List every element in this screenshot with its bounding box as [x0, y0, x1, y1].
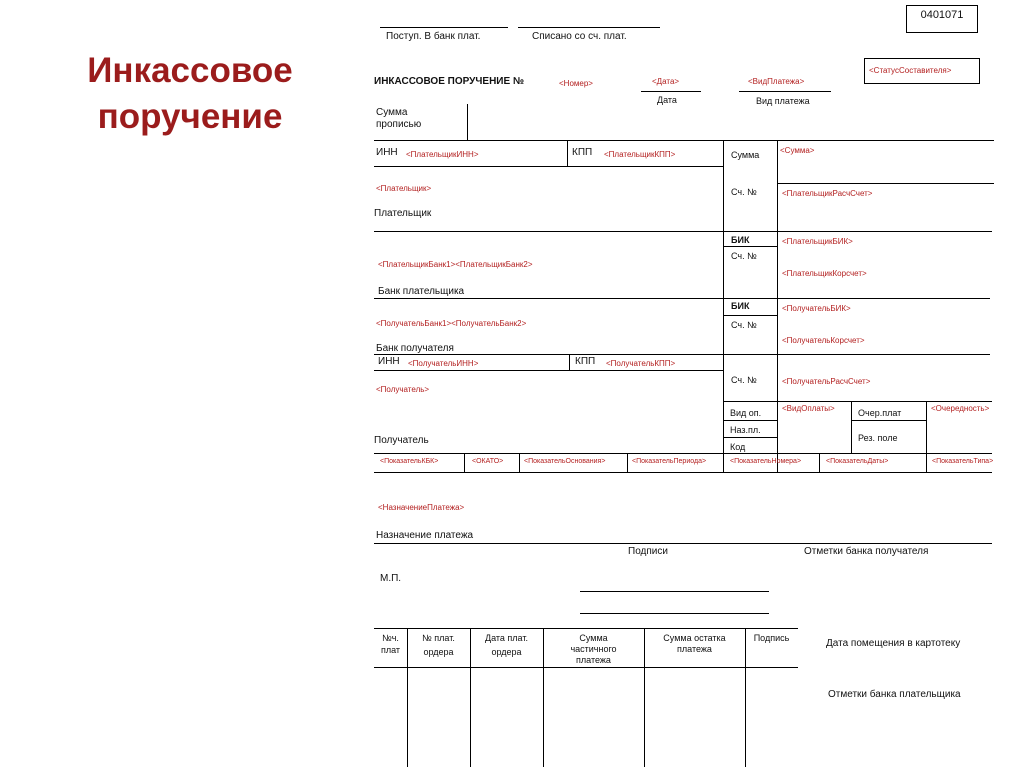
vid-op-label: Вид оп.: [730, 408, 762, 418]
payer-inn-label: ИНН: [376, 147, 398, 158]
indicator-tip: <ПоказательТипа>: [932, 458, 994, 465]
form-code: 0401071: [920, 9, 964, 21]
payment-kind-field: <ВидПлатежа>: [748, 77, 805, 86]
recipient-bik-field: <ПолучательБИК>: [782, 304, 851, 313]
th-order-date-l1: Дата плат.: [485, 633, 528, 643]
spisano-label: Списано со сч. плат.: [532, 31, 627, 42]
th-partial-sum-l2: частичного: [570, 644, 617, 654]
date-field: <Дата>: [652, 77, 680, 86]
recipient-name-label: Получатель: [374, 435, 429, 446]
recipient-inn-label: ИНН: [378, 356, 400, 367]
payer-inn-field: <ПлательщикИНН>: [406, 150, 479, 159]
indicator-osnovanie: <ПоказательОснования>: [524, 458, 606, 465]
amount-words-label-2: прописью: [376, 119, 422, 130]
amount-words-label-1: Сумма: [376, 107, 408, 118]
recipient-name-field: <Получатель>: [376, 385, 430, 394]
payment-kind-label: Вид платежа: [756, 96, 810, 106]
th-order-no-l2: ордера: [423, 647, 454, 657]
payer-kpp-label: КПП: [572, 147, 593, 158]
form-title: ИНКАССОВОЕ ПОРУЧЕНИЕ №: [374, 76, 525, 87]
recipient-kpp-label: КПП: [575, 356, 596, 367]
payer-account-label: Сч. №: [731, 187, 757, 197]
payer-account-field: <ПлательщикРасчСчет>: [782, 189, 873, 198]
purpose-field: <НазначениеПлатежа>: [378, 503, 465, 512]
indicator-okato: <ОКАТО>: [472, 458, 504, 465]
payer-corr-field: <ПлательщикКорсчет>: [782, 269, 867, 278]
payer-name-field: <Плательщик>: [376, 184, 432, 193]
th-partial-sum-l1: Сумма: [579, 633, 608, 643]
slide-title-line1: Инкассовое: [87, 51, 293, 90]
rez-pole-label: Рез. поле: [858, 433, 898, 443]
payer-bik-field: <ПлательщикБИК>: [782, 237, 853, 246]
slide-title-line2: поручение: [97, 97, 283, 136]
payer-bank-marks-label: Отметки банка плательщика: [828, 689, 961, 700]
sum-label: Сумма: [731, 150, 760, 160]
recipient-inn-field: <ПолучательИНН>: [408, 359, 479, 368]
indicator-nomer: <ПоказательНомера>: [730, 458, 802, 465]
indicator-kbk: <ПоказательКБК>: [380, 458, 439, 465]
th-partial-sum-l3: платежа: [576, 655, 611, 665]
vid-op-field: <ВидОплаты>: [782, 404, 835, 413]
signatures-label: Подписи: [628, 546, 668, 557]
recipient-account-label: Сч. №: [731, 375, 757, 385]
date-label: Дата: [657, 95, 677, 105]
th-order-date-l2: ордера: [491, 647, 522, 657]
payer-bank-label: Банк плательщика: [378, 286, 465, 297]
number-field: <Номер>: [559, 79, 593, 88]
payer-name-label: Плательщик: [374, 208, 432, 219]
payer-corr-label: Сч. №: [731, 251, 757, 261]
th-remainder-l2: платежа: [677, 644, 712, 654]
th-signature: Подпись: [753, 633, 790, 643]
payer-bik-label: БИК: [731, 235, 750, 245]
th-remainder-l1: Сумма остатка: [663, 633, 726, 643]
card-placement-date-label: Дата помещения в картотеку: [826, 638, 961, 649]
th-order-no-l1: № плат.: [422, 633, 455, 643]
recipient-corr-label: Сч. №: [731, 320, 757, 330]
postup-label: Поступ. В банк плат.: [386, 31, 481, 42]
recipient-kpp-field: <ПолучательКПП>: [606, 359, 676, 368]
indicator-data: <ПоказательДаты>: [826, 458, 889, 465]
indicator-period: <ПоказательПериода>: [632, 458, 707, 465]
th-part-no-l1: №ч.: [382, 633, 399, 643]
ocher-plat-label: Очер.плат: [858, 408, 902, 418]
sum-field: <Сумма>: [780, 146, 815, 155]
recipient-bank-field: <ПолучательБанк1><ПолучательБанк2>: [376, 319, 527, 328]
th-part-no-l2: плат: [380, 645, 401, 655]
purpose-label: Назначение платежа: [376, 530, 474, 541]
recipient-corr-field: <ПолучательКорсчет>: [782, 336, 865, 345]
recipient-bank-label: Банк получателя: [376, 343, 454, 354]
recipient-bik-label: БИК: [731, 301, 750, 311]
recipient-account-field: <ПолучательРасчСчет>: [782, 377, 871, 386]
payer-kpp-field: <ПлательщикКПП>: [604, 150, 676, 159]
status-field: <СтатусСоставителя>: [869, 66, 952, 75]
mp-label: М.П.: [380, 573, 402, 584]
ocher-field: <Очередность>: [931, 404, 990, 413]
recipient-bank-marks-label: Отметки банка получателя: [804, 546, 929, 557]
kod-label: Код: [730, 442, 746, 452]
naz-pl-label: Наз.пл.: [730, 425, 761, 435]
payer-bank-field: <ПлательщикБанк1><ПлательщикБанк2>: [378, 260, 533, 269]
